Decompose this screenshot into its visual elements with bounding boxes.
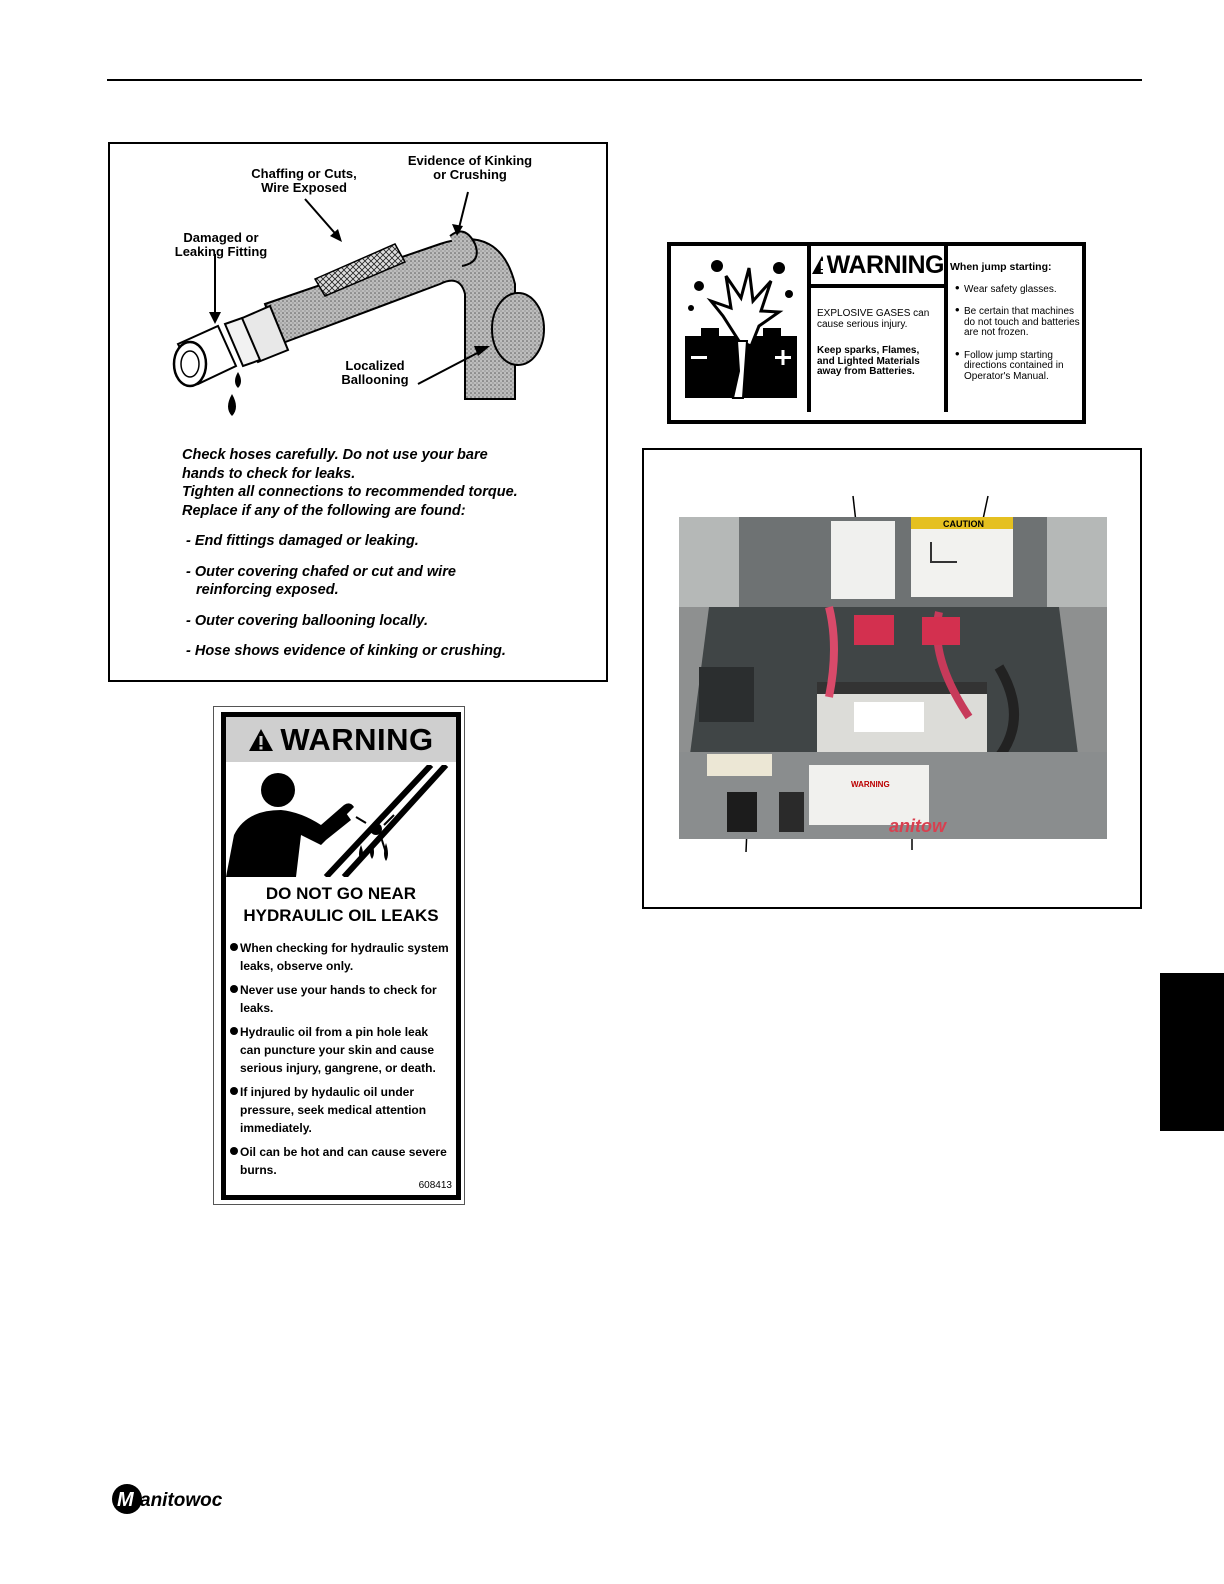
warning-word: WARNING [280,721,434,757]
ballooning-label: Localized Ballooning [341,358,409,387]
logo-text: anitowoc [140,1490,223,1511]
bullet-item: When checking for hydraulic system leaks, observe only. [230,939,452,975]
title-line: DO NOT GO NEAR [265,884,417,903]
jump-start-item: • Follow jump starting directions contained in Operator's Manual. [950,351,1080,383]
decal-part-number: 608413 [418,1180,452,1191]
warning-word: WARNING [826,250,944,279]
hazard-line: EXPLOSIVE GASES can cause serious injury. [817,308,930,330]
warning-triangle-icon [811,255,823,275]
manitowoc-logo-mark [110,1482,230,1516]
jump-start-instructions [950,262,1080,394]
header-rule [107,79,1142,81]
hazard-line: Keep sparks, Flames, and Lighted Materials away from Batteries. [817,345,920,377]
oil-injection-hazard-icon [226,765,456,877]
hose-inspection-figure [108,142,608,682]
note-line: Replace if any of the following are found: [182,502,466,519]
hazard-bullet-list [230,939,452,1185]
brand-text: anitow [889,816,946,836]
battery-explosion-icon [671,246,807,412]
title-line: HYDRAULIC OIL LEAKS [243,906,439,925]
caution-label-text: CAUTION [943,519,984,529]
hose-check-notes [182,446,602,661]
jump-start-item: • Wear safety glasses. [950,285,1080,296]
kinking-label: Evidence of Kinking or Crushing [407,153,533,182]
bullet-item: Oil can be hot and can cause severe burns. [230,1143,452,1179]
replace-item: - Outer covering ballooning locally. [186,612,428,629]
bullet-item: Never use your hands to check for leaks. [230,981,452,1017]
bullet-item: If injured by hydaulic oil under pressure, seek medical attention immediately. [230,1083,452,1137]
battery-compartment-photo [679,517,1107,839]
battery-warning-decal [667,242,1086,424]
fitting-label: Damaged or Leaking Fitting [174,230,268,259]
hydraulic-warning-decal [213,706,465,1205]
battery-decal-header [811,246,944,288]
replace-item: - Outer covering chafed or cut and wire [186,563,456,580]
decal-divider [944,246,948,412]
chaffing-label: Chaffing or Cuts, Wire Exposed [251,166,357,195]
battery-photo-illustration [679,517,1107,839]
decal-border [221,712,461,1200]
replace-item: - Hose shows evidence of kinking or crushing. [186,643,506,659]
manitowoc-logo [110,1482,230,1516]
section-thumb-tab [1160,973,1224,1131]
decal-header [226,717,456,762]
jump-start-item: • Be certain that machines do not touch and batteries are not frozen. [950,307,1080,339]
battery-compartment-figure [642,448,1142,909]
warning-triangle-icon [248,728,274,752]
jump-start-heading: When jump starting: [950,261,1052,273]
note-line: Tighten all connections to recommended torque. [182,484,518,500]
bullet-item: Hydraulic oil from a pin hole leak can puncture your skin and cause serious injury, gangrene, or death. [230,1023,452,1077]
replace-item: reinforcing exposed. [196,582,339,598]
replace-item: - End fittings damaged or leaking. [186,533,419,549]
note-line: Check hoses carefully. Do not use your bare [182,447,488,463]
warning-label-text: WARNING [851,780,890,789]
battery-hazard-text [817,309,943,378]
decal-title [226,883,456,927]
svg-text:M: M [117,1489,134,1511]
note-line: hands to check for leaks. [182,465,356,482]
